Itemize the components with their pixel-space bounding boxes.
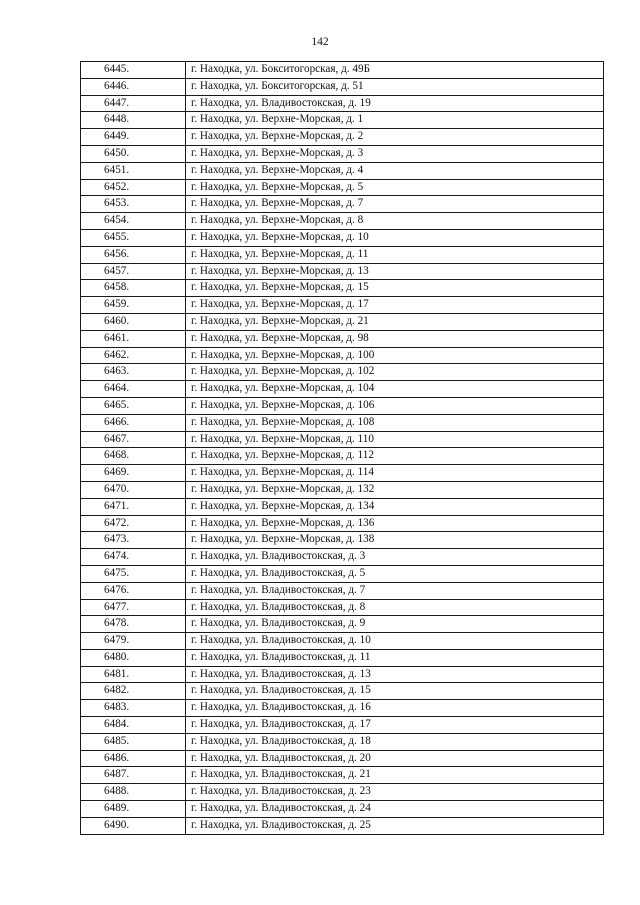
row-address: г. Находка, ул. Бокситогорская, д. 49Б <box>186 62 604 79</box>
table-row <box>81 582 604 599</box>
row-address: г. Находка, ул. Владивостокская, д. 5 <box>186 565 604 582</box>
row-number: 6486. <box>81 750 186 767</box>
table-row <box>81 414 604 431</box>
row-address: г. Находка, ул. Владивостокская, д. 20 <box>186 750 604 767</box>
row-number: 6478. <box>81 616 186 633</box>
table-row <box>81 599 604 616</box>
row-number: 6484. <box>81 717 186 734</box>
row-address: г. Находка, ул. Бокситогорская, д. 51 <box>186 78 604 95</box>
row-number: 6449. <box>81 129 186 146</box>
table-row <box>81 112 604 129</box>
row-address: г. Находка, ул. Верхне-Морская, д. 98 <box>186 330 604 347</box>
table-row <box>81 666 604 683</box>
row-number: 6474. <box>81 549 186 566</box>
row-address: г. Находка, ул. Верхне-Морская, д. 114 <box>186 465 604 482</box>
row-address: г. Находка, ул. Верхне-Морская, д. 112 <box>186 448 604 465</box>
row-address: г. Находка, ул. Владивостокская, д. 24 <box>186 801 604 818</box>
row-address: г. Находка, ул. Владивостокская, д. 9 <box>186 616 604 633</box>
row-address: г. Находка, ул. Владивостокская, д. 11 <box>186 649 604 666</box>
row-address: г. Находка, ул. Верхне-Морская, д. 134 <box>186 498 604 515</box>
table-row <box>81 78 604 95</box>
row-number: 6482. <box>81 683 186 700</box>
row-number: 6485. <box>81 733 186 750</box>
row-address: г. Находка, ул. Владивостокская, д. 19 <box>186 95 604 112</box>
table-row <box>81 750 604 767</box>
row-address: г. Находка, ул. Верхне-Морская, д. 10 <box>186 229 604 246</box>
table-row <box>81 700 604 717</box>
table-row <box>81 381 604 398</box>
row-address: г. Находка, ул. Верхне-Морская, д. 106 <box>186 397 604 414</box>
table-row <box>81 62 604 79</box>
row-address: г. Находка, ул. Верхне-Морская, д. 132 <box>186 481 604 498</box>
row-number: 6483. <box>81 700 186 717</box>
row-number: 6448. <box>81 112 186 129</box>
table-row <box>81 263 604 280</box>
table-row <box>81 649 604 666</box>
table-row <box>81 767 604 784</box>
table-row <box>81 733 604 750</box>
table-row <box>81 213 604 230</box>
row-address: г. Находка, ул. Верхне-Морская, д. 3 <box>186 145 604 162</box>
row-address: г. Находка, ул. Верхне-Морская, д. 108 <box>186 414 604 431</box>
row-address: г. Находка, ул. Владивостокская, д. 18 <box>186 733 604 750</box>
row-address: г. Находка, ул. Верхне-Морская, д. 7 <box>186 196 604 213</box>
table-row <box>81 330 604 347</box>
row-address: г. Находка, ул. Верхне-Морская, д. 8 <box>186 213 604 230</box>
row-number: 6462. <box>81 347 186 364</box>
row-number: 6458. <box>81 280 186 297</box>
table-row <box>81 532 604 549</box>
row-number: 6476. <box>81 582 186 599</box>
table-row <box>81 95 604 112</box>
address-table <box>80 61 604 835</box>
row-number: 6452. <box>81 179 186 196</box>
row-address: г. Находка, ул. Владивостокская, д. 8 <box>186 599 604 616</box>
row-number: 6469. <box>81 465 186 482</box>
table-row <box>81 431 604 448</box>
table-row <box>81 683 604 700</box>
row-address: г. Находка, ул. Верхне-Морская, д. 15 <box>186 280 604 297</box>
row-address: г. Находка, ул. Владивостокская, д. 25 <box>186 817 604 834</box>
row-number: 6489. <box>81 801 186 818</box>
row-number: 6473. <box>81 532 186 549</box>
row-number: 6450. <box>81 145 186 162</box>
table-row <box>81 229 604 246</box>
row-address: г. Находка, ул. Владивостокская, д. 13 <box>186 666 604 683</box>
row-address: г. Находка, ул. Верхне-Морская, д. 100 <box>186 347 604 364</box>
table-row <box>81 397 604 414</box>
row-address: г. Находка, ул. Верхне-Морская, д. 21 <box>186 313 604 330</box>
row-address: г. Находка, ул. Верхне-Морская, д. 102 <box>186 364 604 381</box>
row-number: 6477. <box>81 599 186 616</box>
row-address: г. Находка, ул. Верхне-Морская, д. 138 <box>186 532 604 549</box>
table-row <box>81 549 604 566</box>
row-number: 6464. <box>81 381 186 398</box>
table-row <box>81 364 604 381</box>
table-row <box>81 347 604 364</box>
table-row <box>81 616 604 633</box>
table-row <box>81 784 604 801</box>
row-number: 6457. <box>81 263 186 280</box>
row-number: 6487. <box>81 767 186 784</box>
table-row <box>81 145 604 162</box>
row-number: 6447. <box>81 95 186 112</box>
row-number: 6459. <box>81 297 186 314</box>
row-address: г. Находка, ул. Верхне-Морская, д. 1 <box>186 112 604 129</box>
row-address: г. Находка, ул. Верхне-Морская, д. 11 <box>186 246 604 263</box>
row-address: г. Находка, ул. Верхне-Морская, д. 5 <box>186 179 604 196</box>
row-address: г. Находка, ул. Владивостокская, д. 7 <box>186 582 604 599</box>
row-number: 6481. <box>81 666 186 683</box>
table-row <box>81 179 604 196</box>
row-address: г. Находка, ул. Верхне-Морская, д. 4 <box>186 162 604 179</box>
table-row <box>81 129 604 146</box>
table-row <box>81 313 604 330</box>
row-number: 6465. <box>81 397 186 414</box>
address-table-body <box>81 62 604 835</box>
row-number: 6455. <box>81 229 186 246</box>
row-address: г. Находка, ул. Владивостокская, д. 17 <box>186 717 604 734</box>
row-address: г. Находка, ул. Верхне-Морская, д. 104 <box>186 381 604 398</box>
table-row <box>81 498 604 515</box>
table-row <box>81 465 604 482</box>
row-address: г. Находка, ул. Верхне-Морская, д. 13 <box>186 263 604 280</box>
row-address: г. Находка, ул. Владивостокская, д. 10 <box>186 633 604 650</box>
table-row <box>81 565 604 582</box>
table-row <box>81 246 604 263</box>
table-row <box>81 280 604 297</box>
row-address: г. Находка, ул. Верхне-Морская, д. 2 <box>186 129 604 146</box>
row-number: 6470. <box>81 481 186 498</box>
row-address: г. Находка, ул. Верхне-Морская, д. 17 <box>186 297 604 314</box>
row-number: 6479. <box>81 633 186 650</box>
row-number: 6480. <box>81 649 186 666</box>
row-number: 6461. <box>81 330 186 347</box>
row-address: г. Находка, ул. Владивостокская, д. 23 <box>186 784 604 801</box>
table-row <box>81 817 604 834</box>
table-row <box>81 297 604 314</box>
row-address: г. Находка, ул. Владивостокская, д. 21 <box>186 767 604 784</box>
row-number: 6488. <box>81 784 186 801</box>
table-row <box>81 633 604 650</box>
row-number: 6453. <box>81 196 186 213</box>
row-number: 6446. <box>81 78 186 95</box>
row-number: 6456. <box>81 246 186 263</box>
table-row <box>81 801 604 818</box>
row-number: 6466. <box>81 414 186 431</box>
table-row <box>81 196 604 213</box>
row-number: 6467. <box>81 431 186 448</box>
table-row <box>81 162 604 179</box>
table-row <box>81 481 604 498</box>
row-address: г. Находка, ул. Владивостокская, д. 16 <box>186 700 604 717</box>
table-row <box>81 448 604 465</box>
row-number: 6451. <box>81 162 186 179</box>
row-number: 6471. <box>81 498 186 515</box>
row-number: 6445. <box>81 62 186 79</box>
table-row <box>81 717 604 734</box>
row-number: 6472. <box>81 515 186 532</box>
row-address: г. Находка, ул. Верхне-Морская, д. 136 <box>186 515 604 532</box>
table-row <box>81 515 604 532</box>
row-number: 6490. <box>81 817 186 834</box>
row-address: г. Находка, ул. Верхне-Морская, д. 110 <box>186 431 604 448</box>
row-number: 6463. <box>81 364 186 381</box>
row-address: г. Находка, ул. Владивостокская, д. 3 <box>186 549 604 566</box>
page-number: 142 <box>311 36 329 48</box>
row-number: 6475. <box>81 565 186 582</box>
row-number: 6454. <box>81 213 186 230</box>
row-number: 6460. <box>81 313 186 330</box>
row-number: 6468. <box>81 448 186 465</box>
row-address: г. Находка, ул. Владивостокская, д. 15 <box>186 683 604 700</box>
